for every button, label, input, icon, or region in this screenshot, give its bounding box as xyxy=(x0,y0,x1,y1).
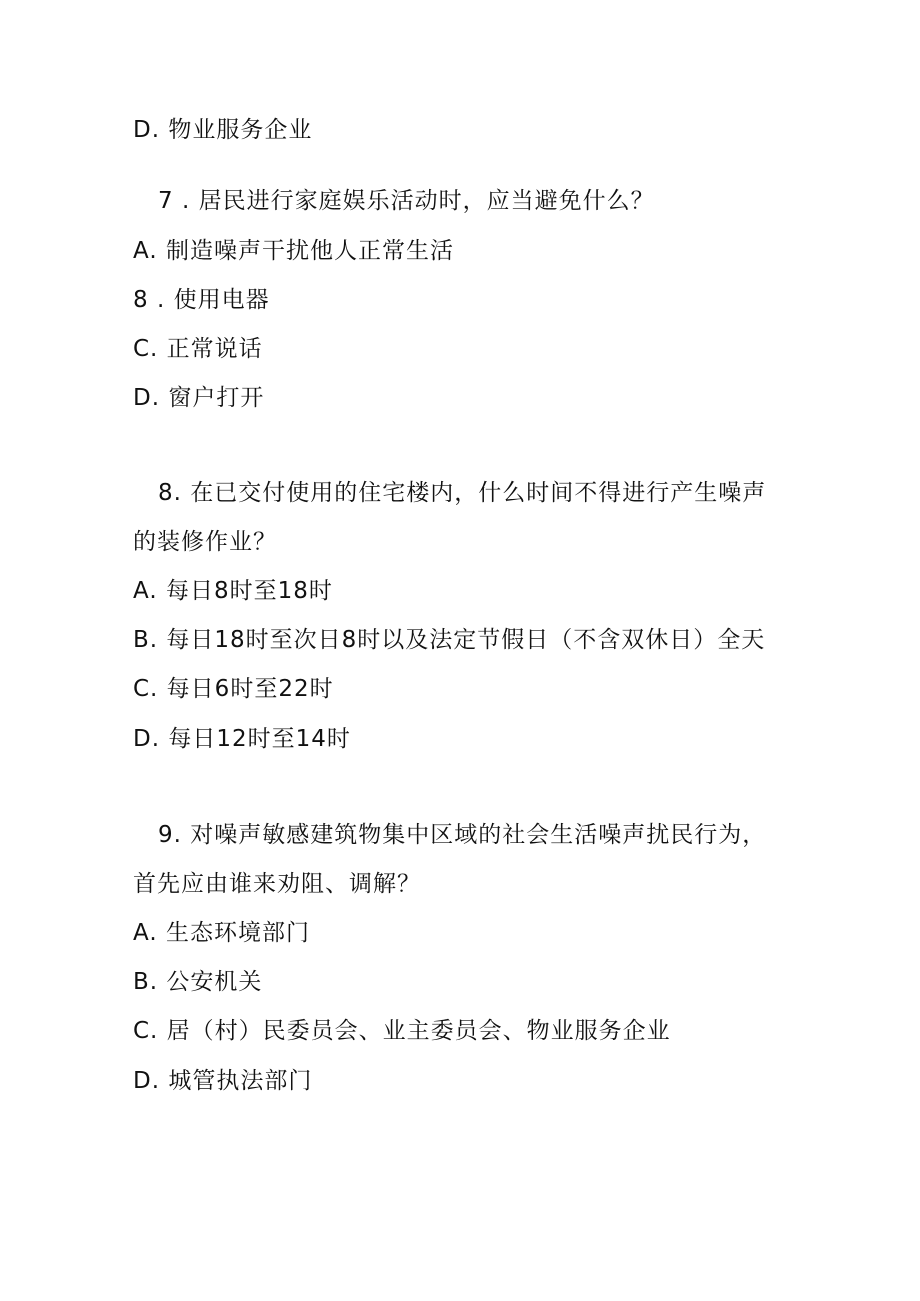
q9-option-a: A. 生态环境部门 xyxy=(133,920,310,946)
q9-option-d: D. 城管执法部门 xyxy=(133,1068,313,1094)
q9-option-c: C. 居（村）民委员会、业主委员会、物业服务企业 xyxy=(133,1018,671,1044)
q7-option-b: 8 . 使用电器 xyxy=(133,287,270,313)
q7-question: 7 . 居民进行家庭娱乐活动时，应当避免什么？ xyxy=(158,188,655,214)
q8-option-d: D. 每日12时至14时 xyxy=(133,726,351,752)
q7-option-d: D. 窗户打开 xyxy=(133,385,265,411)
q6-option-d: D. 物业服务企业 xyxy=(133,117,313,143)
q9-question-line1: 9. 对噪声敏感建筑物集中区域的社会生活噪声扰民行为， xyxy=(158,822,767,848)
q7-option-c: C. 正常说话 xyxy=(133,336,263,362)
q8-option-b: B. 每日18时至次日8时以及法定节假日（不含双休日）全天 xyxy=(133,627,766,653)
q8-option-c: C. 每日6时至22时 xyxy=(133,676,334,702)
q9-question-line2: 首先应由谁来劝阻、调解？ xyxy=(133,871,421,897)
q9-option-b: B. 公安机关 xyxy=(133,969,263,995)
q8-question-line1: 8. 在已交付使用的住宅楼内，什么时间不得进行产生噪声 xyxy=(158,480,767,506)
q7-option-a: A. 制造噪声干扰他人正常生活 xyxy=(133,238,454,264)
q8-option-a: A. 每日8时至18时 xyxy=(133,578,333,604)
q8-question-line2: 的装修作业？ xyxy=(133,529,277,555)
